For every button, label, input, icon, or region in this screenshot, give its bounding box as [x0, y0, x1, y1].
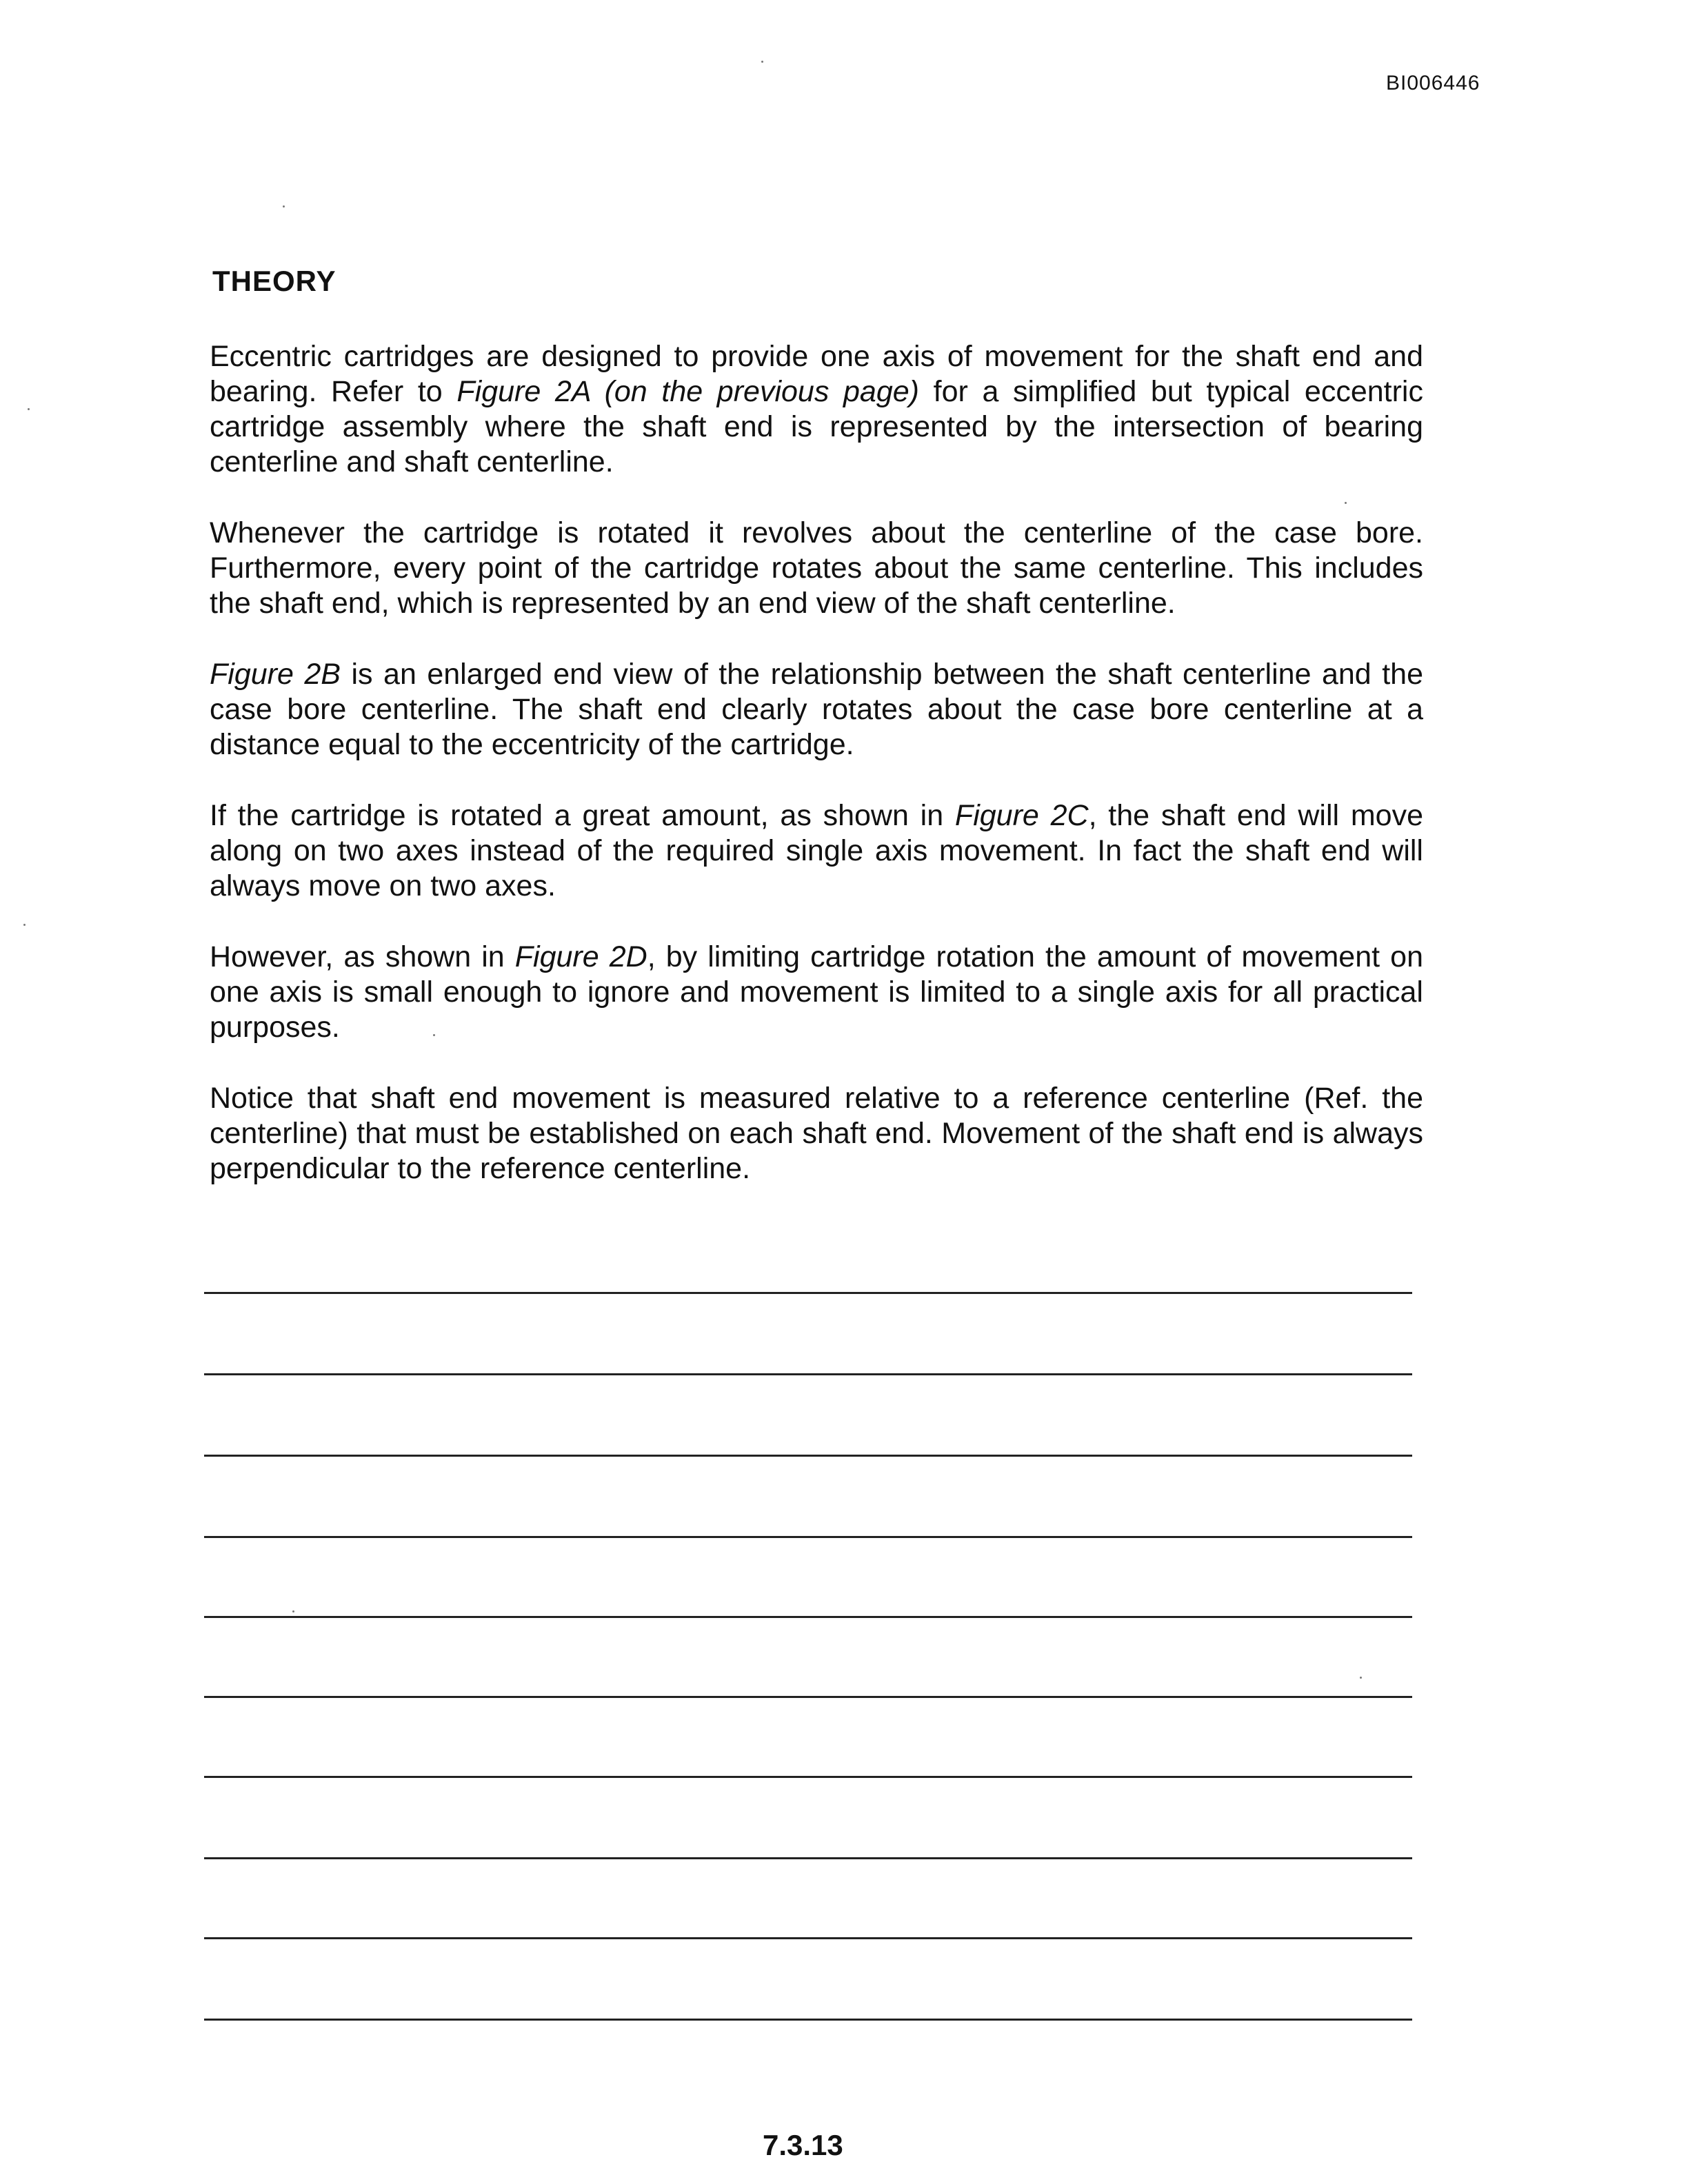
figure-reference: Figure 2C	[954, 799, 1089, 832]
scan-speck	[433, 1034, 435, 1036]
paragraph-5	[210, 940, 1423, 1045]
note-line	[204, 1455, 1412, 1457]
figure-reference: Figure 2D	[514, 940, 647, 973]
paragraph-4	[210, 798, 1423, 904]
scan-speck	[23, 924, 26, 926]
paragraph-2	[210, 516, 1423, 621]
note-line	[204, 1292, 1412, 1294]
document-id: BI006446	[1386, 72, 1480, 94]
scan-speck	[1360, 1677, 1362, 1679]
body-text	[210, 339, 1423, 1222]
paragraph-3	[210, 657, 1423, 762]
note-line	[204, 1696, 1412, 1698]
paragraph-text: is an enlarged end view of the relationship between the shaft centerline and the case bore centerline. The shaft end clearly rotates about the case bore centerline at a distance equal to the eccentricity of the cartridge.	[210, 658, 1423, 761]
paragraph-text: , by limiting cartridge rotation the amount of movement on one axis is small enough to ignore and movement is limited to a single axis for all practical purposes.	[210, 940, 1423, 1044]
paragraph-text: If the cartridge is rotated a great amount, as shown in	[210, 799, 955, 832]
note-line	[204, 1536, 1412, 1538]
note-line	[204, 1937, 1412, 1939]
paragraph-text: , the shaft end will move along on two axes instead of the required single axis movement. In fact the shaft end will always move on two axes.	[210, 799, 1424, 902]
paragraph-text: for a simplified but typical eccentric cartridge assembly where the shaft end is represented by the intersection of bearing centerline and shaft centerline.	[210, 375, 1423, 478]
paragraph-1	[210, 339, 1423, 480]
paragraph-text: Eccentric cartridges are designed to provide one axis of movement for the shaft end and bearing. Refer to	[210, 340, 1423, 408]
paragraph-text: However, as shown in	[210, 940, 515, 973]
figure-reference: Figure 2B	[210, 658, 341, 691]
note-line	[204, 1616, 1412, 1618]
section-heading: THEORY	[212, 265, 336, 297]
note-line	[204, 1857, 1412, 1859]
paragraph-text: Notice that shaft end movement is measured relative to a reference centerline (Ref. the centerline) that must be established on each shaft end. Movement of the shaft end is always perpendicular to the reference centerline.	[210, 1082, 1423, 1185]
scan-speck	[292, 1610, 294, 1612]
paragraph-text: Whenever the cartridge is rotated it revolves about the centerline of the case bore. Furthermore, every point of the cartridge rotates about the same centerline. This includes the shaft end, which is represented by an end view of the shaft centerline.	[210, 516, 1423, 620]
scan-speck	[283, 205, 285, 208]
page-number: 7.3.13	[763, 2129, 843, 2161]
note-line	[204, 1776, 1412, 1778]
paragraph-6	[210, 1081, 1423, 1186]
scan-speck	[761, 61, 763, 63]
scan-speck	[1345, 502, 1347, 504]
scan-speck	[28, 408, 30, 410]
note-line	[204, 1373, 1412, 1375]
note-line	[204, 2019, 1412, 2021]
figure-reference: Figure 2A (on the previous page)	[456, 375, 919, 408]
